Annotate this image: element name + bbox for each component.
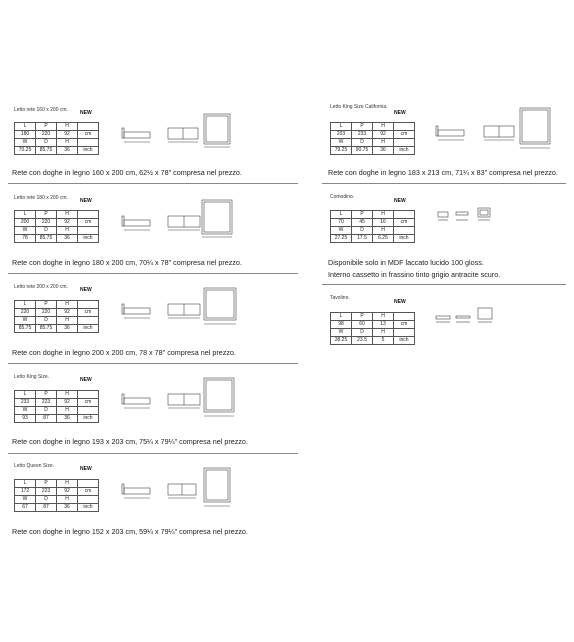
dimension-table xyxy=(330,312,415,345)
header-cell: H xyxy=(57,211,78,219)
new-badge: NEW xyxy=(80,377,92,383)
header-cell: L xyxy=(331,313,352,321)
header-cell: P xyxy=(36,123,57,131)
value-cell: 223 xyxy=(36,399,57,407)
unit-cell: inch xyxy=(78,325,99,333)
header-cell: P xyxy=(36,211,57,219)
header-cell: H xyxy=(373,123,394,131)
section-divider xyxy=(322,183,566,184)
header-cell: W xyxy=(15,407,36,415)
value-cell: 223 xyxy=(36,488,57,496)
empty-cell xyxy=(394,313,415,321)
unit-cell: cm xyxy=(78,399,99,407)
section-divider xyxy=(322,284,566,285)
product-caption-2: Interno cassetto in frassino tinto grigio antracite scuro. xyxy=(328,270,501,279)
new-badge: NEW xyxy=(80,287,92,293)
header-cell: D xyxy=(352,139,373,147)
value-cell: 220 xyxy=(36,309,57,317)
empty-cell xyxy=(394,211,415,219)
header-cell: W xyxy=(15,317,36,325)
value-cell: 92 xyxy=(373,131,394,139)
value-cell: 203 xyxy=(331,131,352,139)
empty-cell xyxy=(78,211,99,219)
unit-cell: inch xyxy=(394,147,415,155)
header-cell: H xyxy=(373,211,394,219)
bed-drawing xyxy=(118,198,243,246)
value-cell: 36 xyxy=(57,415,78,423)
empty-cell xyxy=(394,123,415,131)
new-badge: NEW xyxy=(394,198,406,204)
value-cell: 6.25 xyxy=(373,235,394,243)
header-cell: H xyxy=(57,227,78,235)
value-cell: 220 xyxy=(15,309,36,317)
unit-cell: cm xyxy=(394,219,415,227)
value-cell: 38.25 xyxy=(331,337,352,345)
unit-cell: cm xyxy=(78,131,99,139)
unit-cell: cm xyxy=(78,488,99,496)
value-cell: 92 xyxy=(57,219,78,227)
value-cell: 172 xyxy=(15,488,36,496)
product-caption: Rete con doghe in legno 183 x 213 cm, 71¼ x 83" compresa nel prezzo. xyxy=(328,168,558,177)
header-cell: W xyxy=(15,227,36,235)
header-cell: D xyxy=(36,317,57,325)
empty-cell xyxy=(394,227,415,235)
unit-cell: inch xyxy=(78,504,99,512)
unit-cell: inch xyxy=(78,235,99,243)
header-cell: P xyxy=(36,480,57,488)
header-cell: H xyxy=(57,407,78,415)
empty-cell xyxy=(394,329,415,337)
product-caption: Rete con doghe in legno 152 x 203 cm, 59¼ x 79¼" compresa nel prezzo. xyxy=(12,527,248,536)
empty-cell xyxy=(394,139,415,147)
header-cell: D xyxy=(352,329,373,337)
bed-drawing xyxy=(118,376,243,424)
unit-cell: inch xyxy=(394,337,415,345)
product-caption: Rete con doghe in legno 193 x 203 cm, 75¼ x 79¼" compresa nel prezzo. xyxy=(12,437,248,446)
unit-cell: inch xyxy=(78,415,99,423)
section-divider xyxy=(8,363,298,364)
dimension-table xyxy=(14,390,99,423)
unit-cell: inch xyxy=(394,235,415,243)
empty-cell xyxy=(78,391,99,399)
bed-drawing xyxy=(118,466,243,514)
product-title: Letto King Size. xyxy=(14,374,50,380)
value-cell: 70 xyxy=(331,219,352,227)
value-cell: 85.75 xyxy=(36,325,57,333)
value-cell: 60 xyxy=(352,321,373,329)
product-caption: Rete con doghe in legno 180 x 200 cm, 70¼ x 78" compresa nel prezzo. xyxy=(12,258,242,267)
header-cell: P xyxy=(352,123,373,131)
value-cell: 98 xyxy=(331,321,352,329)
header-cell: H xyxy=(373,329,394,337)
header-cell: P xyxy=(36,391,57,399)
header-cell: D xyxy=(352,227,373,235)
header-cell: D xyxy=(36,407,57,415)
empty-cell xyxy=(78,301,99,309)
value-cell: 180 xyxy=(15,131,36,139)
value-cell: 220 xyxy=(36,131,57,139)
dimension-table xyxy=(330,122,415,155)
header-cell: H xyxy=(373,313,394,321)
coffee-table-drawing xyxy=(434,306,498,332)
dimension-table xyxy=(14,210,99,243)
value-cell: 233 xyxy=(352,131,373,139)
new-badge: NEW xyxy=(394,299,406,305)
product-title: Tavolino. xyxy=(330,295,350,301)
header-cell: H xyxy=(57,317,78,325)
dimension-table xyxy=(14,479,99,512)
new-badge: NEW xyxy=(80,198,92,204)
header-cell: W xyxy=(331,329,352,337)
unit-cell: cm xyxy=(78,309,99,317)
value-cell: 17.5 xyxy=(352,235,373,243)
value-cell: 92 xyxy=(57,488,78,496)
header-cell: D xyxy=(36,496,57,504)
header-cell: L xyxy=(331,211,352,219)
section-divider xyxy=(8,453,298,454)
header-cell: H xyxy=(57,480,78,488)
dimension-table xyxy=(14,122,99,155)
product-caption: Rete con doghe in legno 160 x 200 cm, 62½ x 78" compresa nel prezzo. xyxy=(12,168,242,177)
bed-drawing xyxy=(118,286,243,334)
value-cell: 87 xyxy=(36,504,57,512)
value-cell: 233 xyxy=(15,399,36,407)
value-cell: 45 xyxy=(352,219,373,227)
section-divider xyxy=(8,273,298,274)
bed-drawing xyxy=(118,112,243,158)
product-caption: Rete con doghe in legno 200 x 200 cm, 78 x 78" compresa nel prezzo. xyxy=(12,348,236,357)
value-cell: 90.75 xyxy=(352,147,373,155)
product-title: Letto rete 160 x 200 cm. xyxy=(14,107,68,113)
header-cell: L xyxy=(15,391,36,399)
header-cell: L xyxy=(15,123,36,131)
empty-cell xyxy=(78,123,99,131)
header-cell: P xyxy=(352,211,373,219)
header-cell: H xyxy=(57,496,78,504)
product-title: Letto rete 180 x 200 cm. xyxy=(14,195,68,201)
product-title: Letto King Size California. xyxy=(330,104,388,110)
value-cell: 78 xyxy=(15,235,36,243)
value-cell: 5 xyxy=(373,337,394,345)
value-cell: 36 xyxy=(57,325,78,333)
product-title: Comodino. xyxy=(330,194,355,200)
dimension-table xyxy=(14,300,99,333)
new-badge: NEW xyxy=(394,110,406,116)
header-cell: P xyxy=(352,313,373,321)
header-cell: W xyxy=(15,496,36,504)
new-badge: NEW xyxy=(80,110,92,116)
product-caption: Disponibile solo in MDF laccato lucido 100 gloss. xyxy=(328,258,484,267)
empty-cell xyxy=(78,496,99,504)
empty-cell xyxy=(78,139,99,147)
value-cell: 85.75 xyxy=(36,147,57,155)
product-title: Letto rete 200 x 200 cm. xyxy=(14,284,68,290)
unit-cell: cm xyxy=(78,219,99,227)
value-cell: 16 xyxy=(373,219,394,227)
value-cell: 93 xyxy=(15,415,36,423)
header-cell: L xyxy=(15,480,36,488)
empty-cell xyxy=(78,407,99,415)
value-cell: 36 xyxy=(57,504,78,512)
header-cell: L xyxy=(15,211,36,219)
header-cell: W xyxy=(331,139,352,147)
value-cell: 36 xyxy=(57,235,78,243)
unit-cell: inch xyxy=(78,147,99,155)
header-cell: L xyxy=(331,123,352,131)
bed-drawing xyxy=(432,106,560,154)
empty-cell xyxy=(78,317,99,325)
value-cell: 79.25 xyxy=(331,147,352,155)
header-cell: L xyxy=(15,301,36,309)
value-cell: 70.25 xyxy=(15,147,36,155)
value-cell: 87 xyxy=(36,415,57,423)
header-cell: D xyxy=(36,139,57,147)
value-cell: 36 xyxy=(57,147,78,155)
nightstand-drawing xyxy=(436,206,496,232)
value-cell: 23.5 xyxy=(352,337,373,345)
header-cell: H xyxy=(57,139,78,147)
empty-cell xyxy=(78,480,99,488)
header-cell: H xyxy=(57,301,78,309)
value-cell: 220 xyxy=(36,219,57,227)
header-cell: W xyxy=(15,139,36,147)
header-cell: H xyxy=(373,227,394,235)
header-cell: P xyxy=(36,301,57,309)
value-cell: 92 xyxy=(57,399,78,407)
unit-cell: cm xyxy=(394,131,415,139)
dimension-table xyxy=(330,210,415,243)
product-title: Letto Queen Size. xyxy=(14,463,55,469)
value-cell: 27.25 xyxy=(331,235,352,243)
header-cell: H xyxy=(57,391,78,399)
value-cell: 85.75 xyxy=(36,235,57,243)
section-divider xyxy=(8,183,298,184)
header-cell: D xyxy=(36,227,57,235)
new-badge: NEW xyxy=(80,466,92,472)
value-cell: 200 xyxy=(15,219,36,227)
value-cell: 67 xyxy=(15,504,36,512)
header-cell: W xyxy=(331,227,352,235)
value-cell: 36 xyxy=(373,147,394,155)
value-cell: 13 xyxy=(373,321,394,329)
value-cell: 85.75 xyxy=(15,325,36,333)
header-cell: H xyxy=(373,139,394,147)
unit-cell: cm xyxy=(394,321,415,329)
value-cell: 92 xyxy=(57,309,78,317)
empty-cell xyxy=(78,227,99,235)
value-cell: 92 xyxy=(57,131,78,139)
header-cell: H xyxy=(57,123,78,131)
